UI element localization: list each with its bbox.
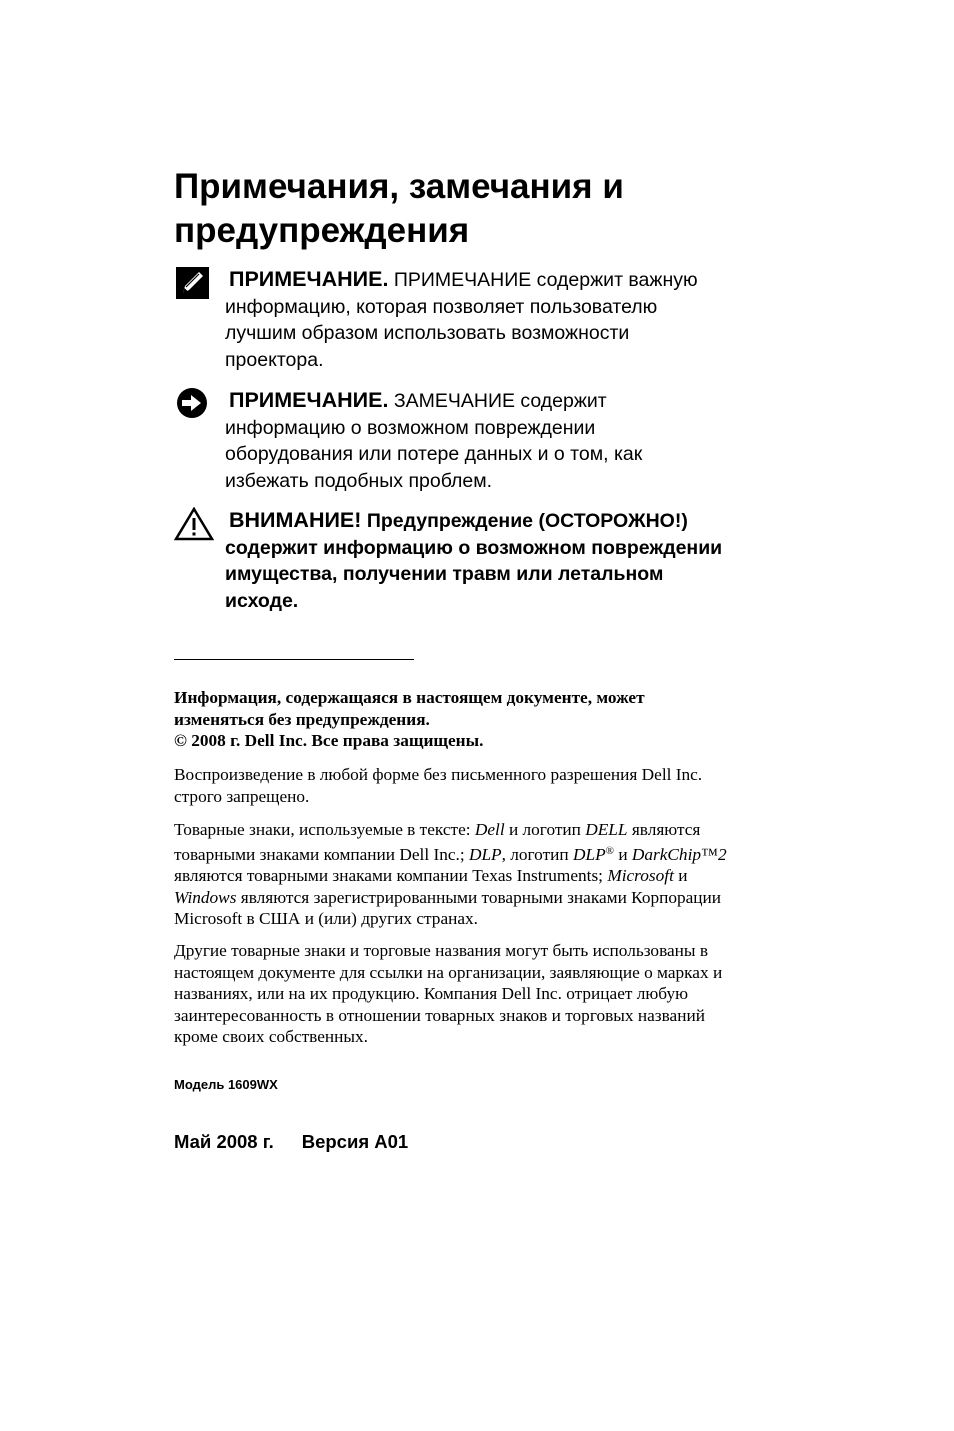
other-trademarks-notice bbox=[174, 940, 794, 1048]
other-line-2: настоящем документе для ссылки на организации, заявляющие о марках и bbox=[174, 962, 723, 982]
change-notice bbox=[174, 687, 794, 752]
reproduction-line-2: строго запрещено. bbox=[174, 786, 310, 806]
copyright: © 2008 г. Dell Inc. Все права защищены. bbox=[174, 731, 484, 751]
note-text-1: ПРИМЕЧАНИЕ содержит важную bbox=[393, 269, 698, 291]
page-title bbox=[174, 165, 854, 253]
note-lead: ПРИМЕЧАНИЕ. bbox=[229, 267, 389, 291]
trademark-symbol: ™ bbox=[701, 844, 718, 864]
caution-text-2: содержит информацию о возможном повреждении bbox=[225, 536, 723, 559]
tm-dlp: DLP bbox=[468, 844, 502, 864]
publication-date: Май 2008 г. bbox=[174, 1131, 274, 1152]
change-notice-line-1: Информация, содержащаяся в настоящем документе, может bbox=[174, 688, 645, 707]
pencil-note-icon bbox=[174, 266, 210, 300]
tm-windows: Windows bbox=[174, 887, 237, 907]
tm-darkchip: DarkChip bbox=[631, 844, 702, 864]
tm-text: и bbox=[614, 844, 632, 864]
notice-text-1: ЗАМЕЧАНИЕ содержит bbox=[393, 390, 607, 412]
reproduction-line-1: Воспроизведение в любой форме без письменного разрешения Dell Inc. bbox=[174, 765, 703, 784]
arrow-circle-notice-icon bbox=[174, 387, 210, 421]
notice-lead: ПРИМЕЧАНИЕ. bbox=[229, 388, 389, 412]
note-text-4: проектора. bbox=[225, 348, 324, 371]
notice-text-3: оборудования или потере данных и о том, как bbox=[225, 443, 643, 465]
notice-text-4: избежать подобных проблем. bbox=[225, 469, 493, 492]
change-notice-line-2: изменяться без предупреждения. bbox=[174, 709, 430, 729]
model-number: Модель 1609WX bbox=[174, 1077, 278, 1092]
document-version: Версия A01 bbox=[301, 1131, 409, 1152]
trademark-notice bbox=[174, 819, 794, 930]
caution-text-1: Предупреждение (ОСТОРОЖНО!) bbox=[366, 510, 688, 532]
tm-text: являются товарными знаками компании Texas Instruments; bbox=[174, 866, 608, 886]
tm-darkchip-number: 2 bbox=[717, 844, 727, 864]
caution-text-3: имущества, получении травм или летальном bbox=[225, 563, 664, 585]
tm-text: и логотип bbox=[504, 820, 586, 839]
other-line-1: Другие товарные знаки и торговые названия могут быть использованы в bbox=[174, 941, 709, 960]
caution-lead: ВНИМАНИЕ! bbox=[229, 508, 362, 532]
tm-text: товарными знаками компании Dell Inc.; bbox=[174, 844, 469, 864]
tm-text: являются зарегистрированными товарными знаками Корпорации bbox=[236, 887, 722, 907]
tm-text: Microsoft в США и (или) других странах. bbox=[174, 909, 478, 929]
warning-triangle-icon bbox=[174, 507, 210, 541]
date-version-line bbox=[174, 1131, 408, 1153]
note-text-2: информацию, которая позволяет пользователю bbox=[225, 295, 658, 318]
title-line-1: Примечания, замечания и bbox=[174, 167, 624, 206]
caution-text-4: исходе. bbox=[225, 589, 299, 612]
note-text-3: лучшим образом использовать возможности bbox=[225, 322, 630, 344]
title-line-2: предупреждения bbox=[174, 211, 470, 250]
tm-text: являются bbox=[627, 820, 701, 839]
other-line-5: кроме своих собственных. bbox=[174, 1027, 368, 1047]
tm-dell: Dell bbox=[474, 820, 505, 839]
tm-text: Товарные знаки, используемые в тексте: bbox=[174, 820, 475, 839]
notice-text-2: информацию о возможном повреждении bbox=[225, 416, 596, 439]
other-line-4: заинтересованность в отношении товарных знаков и торговых названий bbox=[174, 1005, 705, 1025]
section-divider bbox=[174, 659, 414, 660]
tm-dell-logo: DELL bbox=[585, 820, 628, 839]
other-line-3: названиях, или на их продукцию. Компания Dell Inc. отрицает любую bbox=[174, 984, 688, 1004]
reproduction-notice bbox=[174, 764, 794, 807]
tm-dlp-logo: DLP bbox=[572, 844, 606, 864]
tm-text: и bbox=[673, 866, 688, 886]
registered-mark: ® bbox=[605, 844, 614, 857]
tm-microsoft: Microsoft bbox=[607, 866, 674, 886]
tm-text: , логотип bbox=[501, 844, 573, 864]
